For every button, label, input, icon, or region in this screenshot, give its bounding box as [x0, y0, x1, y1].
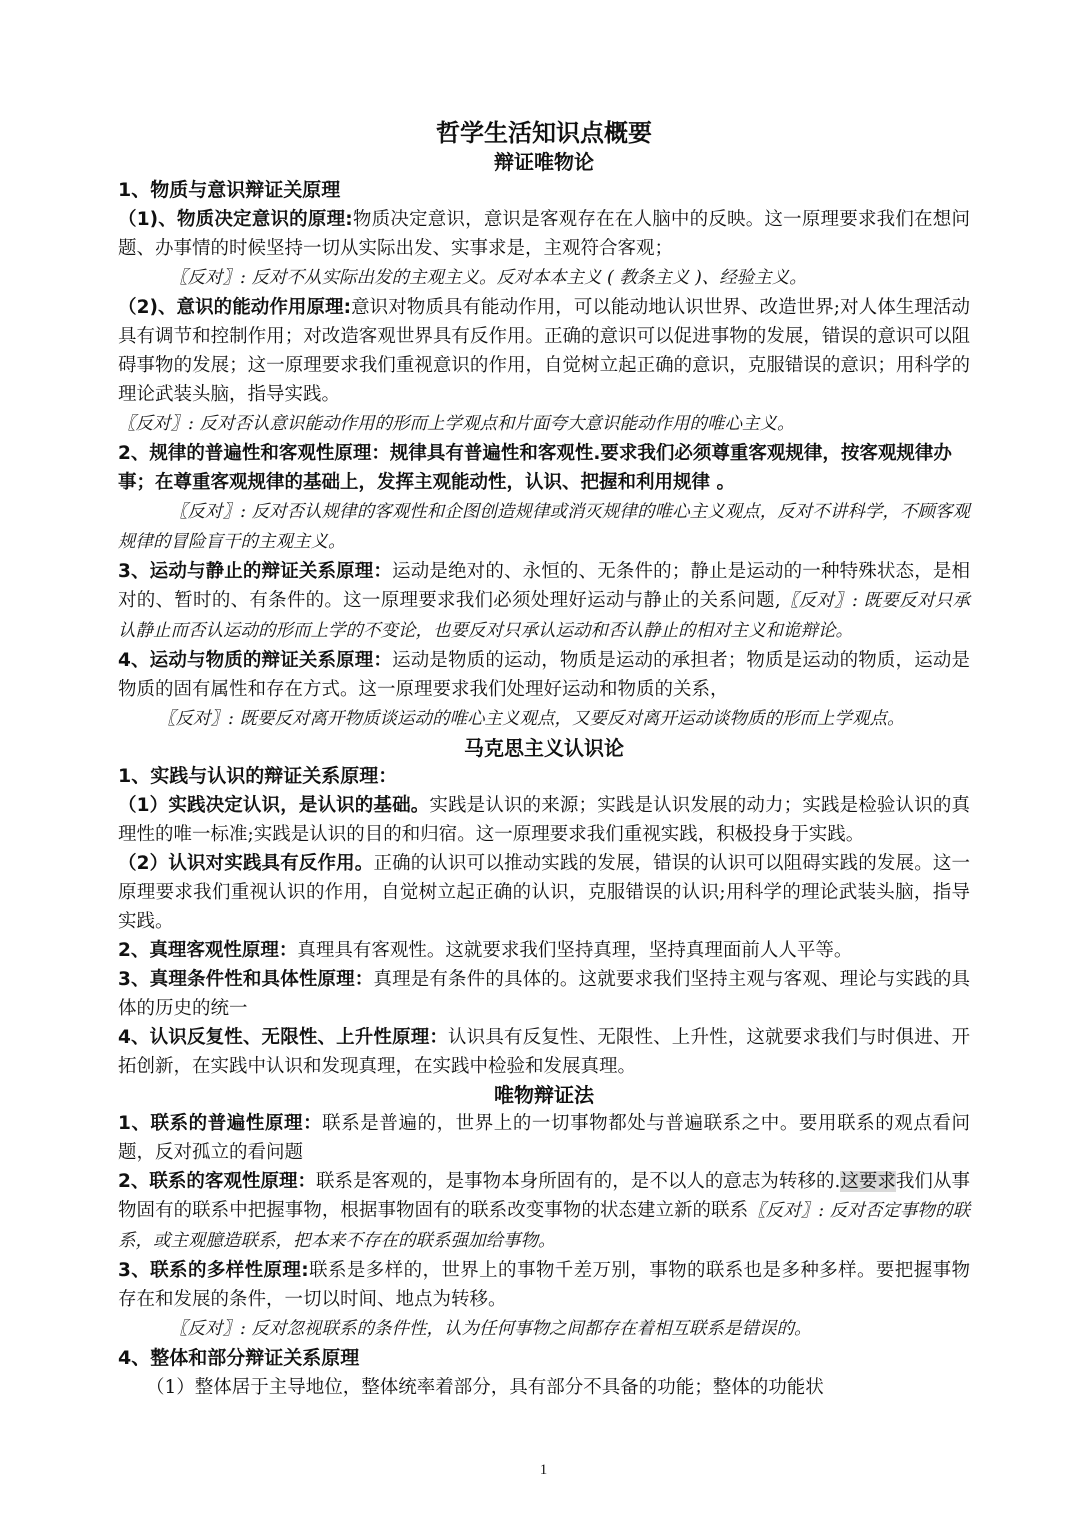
- principle-text: 真理具有客观性。这就要求我们坚持真理，坚持真理面前人人平等。: [297, 940, 853, 961]
- principle-heading: 1、物质与意识辩证关原理: [118, 179, 341, 201]
- principle-text: 正确的认识可以推动实践的发展，错误的认识可以阻碍实践的发展。这一原理要求我们重视认识的作用，自觉树立起正确的认识，克服错误的认识;用科学的理论武装头脑，指导实践。: [118, 853, 970, 932]
- principle-text: 真理是有条件的具体的。这就要求我们坚持主观与客观、理论与实践的具体的历史的统一: [118, 969, 970, 1019]
- oppose-note: [118, 704, 970, 734]
- principle-text: 联系是普遍的，世界上的一切事物都处与普遍联系之中。要用联系的观点看问题，反对孤立的看问题: [118, 1113, 970, 1163]
- paragraph: [118, 646, 970, 704]
- oppose-text: 〖反对〗: 反对否认意识能动作用的形而上学观点和片面夸大意识能动作用的唯心主义。: [118, 414, 795, 434]
- oppose-note: [118, 409, 970, 439]
- principle-lead: （1）实践决定认识，是认识的基础。: [118, 795, 430, 816]
- principle-heading: 4、整体和部分辩证关系原理: [118, 1347, 360, 1369]
- principle-lead: （2）认识对实践具有反作用。: [118, 853, 374, 874]
- section-heading: 马克思主义认识论: [464, 736, 624, 760]
- oppose-note: [118, 497, 970, 557]
- paragraph: [118, 1023, 970, 1081]
- principle-lead: 3、真理条件性和具体性原理：: [118, 969, 374, 990]
- principle-text: 物质决定意识，意识是客观存在在人脑中的反映。这一原理要求我们在想问题、办事情的时候坚持一切从实际出发、实事求是，主观符合客观；: [118, 209, 970, 259]
- oppose-text: 〖反对〗: 既要反对离开物质谈运动的唯心主义观点，又要反对离开运动谈物质的形而上学观点。: [158, 709, 905, 729]
- principle-text: 实践是认识的来源；实践是认识发展的动力；实践是检验认识的真理性的唯一标准;实践是认识的目的和归宿。这一原理要求我们重视实践，积极投身于实践。: [118, 795, 970, 845]
- principle-heading: 1、实践与认识的辩证关系原理：: [118, 765, 398, 787]
- principle-bold-paragraph: 2、规律的普遍性和客观性原理：规律具有普遍性和客观性.要求我们必须尊重客观规律，按客观规律办事；在尊重客观规律的基础上，发挥主观能动性，认识、把握和利用规律 。: [118, 443, 952, 493]
- principle-text: 运动是物质的运动，物质是运动的承担者；物质是运动的物质，运动是物质的固有属性和存在方式。这一原理要求我们处理好运动和物质的关系，: [118, 650, 970, 700]
- paragraph: [118, 293, 970, 409]
- paragraph: [118, 791, 970, 849]
- principle-text: 联系是客观的，是事物本身所固有的，是不以人的意志为转移的.: [316, 1171, 841, 1192]
- oppose-text: 〖反对〗: 反对否定事物的联系，或主观臆造联系，把本来不存在的联系强加给事物。: [118, 1201, 970, 1251]
- paragraph: [118, 965, 970, 1023]
- principle-text: 意识对物质具有能动作用，可以能动地认识世界、改造世界;对人体生理活动具有调节和控制作用；对改造客观世界具有反作用。正确的意识可以促进事物的发展，错误的意识可以阻碍事物的发展；这一原理要求我们重视意识的作用，自觉树立起正确的意识，克服错误的意识；用科学的理论武装头脑，指导实践。: [118, 297, 970, 405]
- oppose-text: 〖反对〗: 既要反对只承认静止而否认运动的形而上学的不变论，也要反对只承认运动和否认静止的相对主义和诡辩论。: [118, 591, 970, 641]
- paragraph: [118, 1167, 970, 1256]
- document-title: 哲学生活知识点概要: [436, 119, 652, 147]
- paragraph: [118, 936, 970, 965]
- oppose-note: [118, 263, 970, 293]
- paragraph: [118, 205, 970, 263]
- principle-text: 我们从事物固有的联系中把握事物，根据事物固有的联系改变事物的状态建立新的联系: [118, 1171, 970, 1221]
- paragraph: [118, 849, 970, 936]
- oppose-note: [118, 1314, 970, 1344]
- paragraph: （1）整体居于主导地位，整体统率着部分，具有部分不具备的功能；整体的功能状: [146, 1377, 824, 1398]
- oppose-text: 〖反对〗: 反对不从实际出发的主观主义。反对本本主义 ( 教条主义 )、经验主义。: [170, 268, 807, 288]
- section-heading: 唯物辩证法: [494, 1083, 594, 1107]
- paragraph: [118, 1256, 970, 1314]
- principle-lead: 2、联系的客观性原理：: [118, 1171, 317, 1192]
- principle-text: 认识具有反复性、无限性、上升性，这就要求我们与时俱进、开拓创新，在实践中认识和发现真理，在实践中检验和发展真理。: [118, 1027, 970, 1077]
- principle-lead: 3、运动与静止的辩证关系原理：: [118, 561, 393, 582]
- principle-lead: 2、真理客观性原理：: [118, 940, 298, 961]
- highlighted-text: 这要求: [840, 1171, 896, 1192]
- principle-lead: 4、运动与物质的辩证关系原理：: [118, 650, 393, 671]
- principle-text: 联系是多样的，世界上的事物千差万别，事物的联系也是多种多样。要把握事物存在和发展的条件，一切以时间、地点为转移。: [118, 1260, 970, 1310]
- oppose-text: 〖反对〗: 反对忽视联系的条件性，认为任何事物之间都存在着相互联系是错误的。: [170, 1319, 812, 1339]
- page-number: 1: [539, 1462, 548, 1478]
- principle-lead: （2)、意识的能动作用原理:: [118, 297, 352, 318]
- paragraph: [118, 557, 970, 646]
- document-page: [118, 118, 970, 1402]
- paragraph: [118, 1109, 970, 1167]
- principle-lead: 1、联系的普遍性原理：: [118, 1113, 323, 1134]
- principle-lead: （1)、物质决定意识的原理:: [118, 209, 353, 230]
- principle-lead: 3、联系的多样性原理:: [118, 1260, 309, 1281]
- oppose-text: 〖反对〗: 反对否认规律的客观性和企图创造规律或消灭规律的唯心主义观点，反对不讲科学，不顾客观规律的冒险盲干的主观主义。: [118, 502, 970, 552]
- principle-lead: 4、认识反复性、无限性、上升性原理：: [118, 1027, 449, 1048]
- section-heading: 辩证唯物论: [494, 150, 594, 174]
- principle-text: 运动是绝对的、永恒的、无条件的；静止是运动的一种特殊状态，是相对的、暂时的、有条件的。这一原理要求我们必须处理好运动与静止的关系问题,: [118, 561, 970, 611]
